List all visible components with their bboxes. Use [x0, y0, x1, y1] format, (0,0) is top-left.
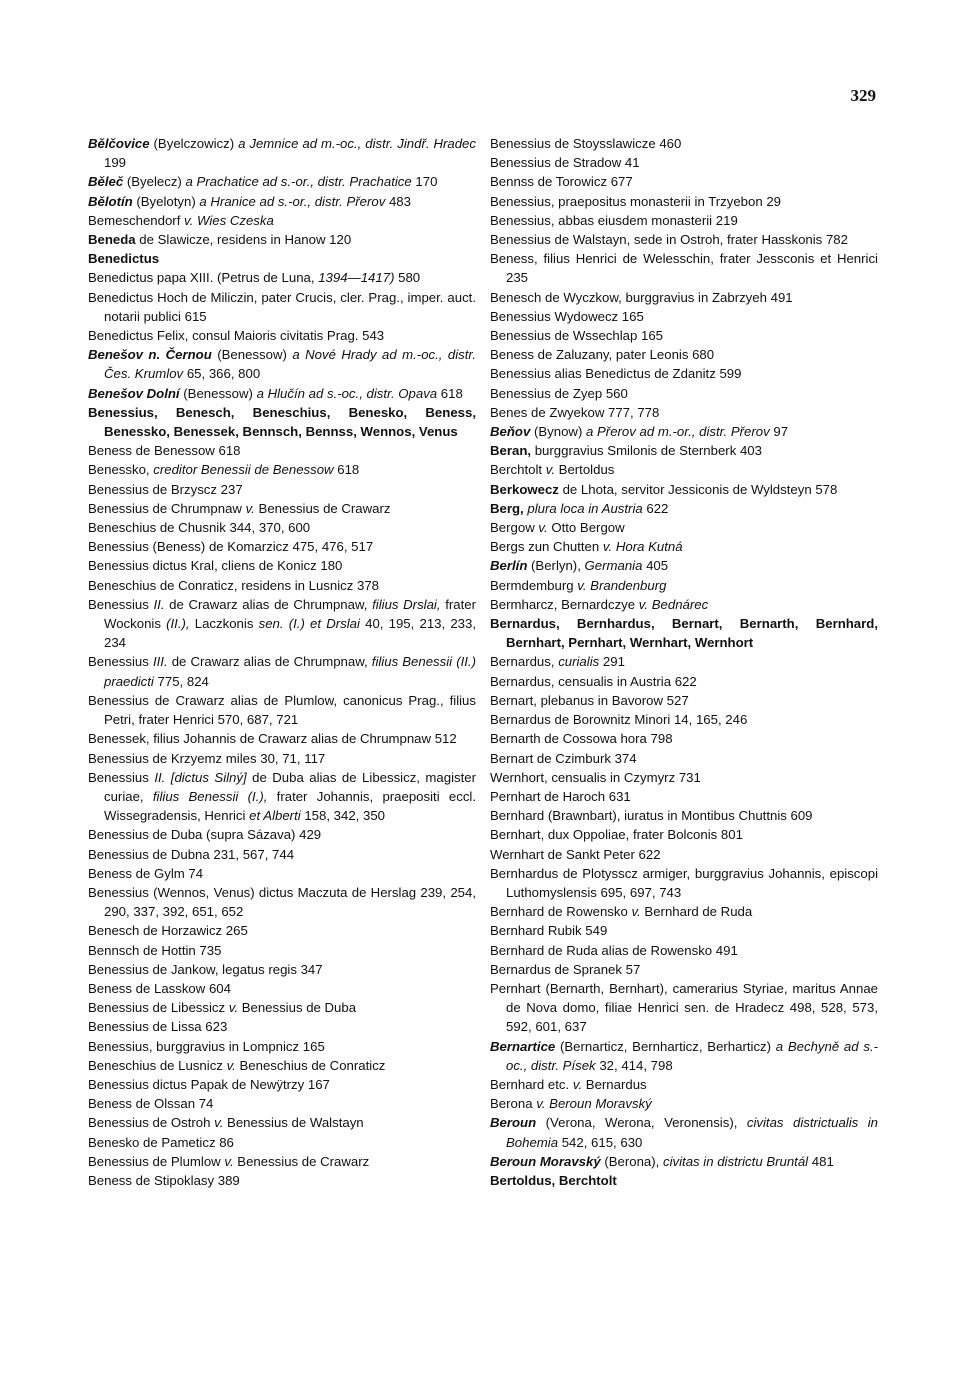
index-entry — [490, 288, 878, 307]
entry-text: (Byelczowicz) — [149, 136, 239, 151]
index-entry — [88, 480, 476, 499]
index-entry — [490, 1171, 878, 1190]
entry-text: v. — [184, 212, 194, 228]
entry-text: 199 — [104, 155, 127, 171]
entry-text: Beness de Olssan 74 — [88, 1096, 214, 1112]
index-entry — [490, 134, 878, 153]
index-entry — [490, 518, 878, 537]
entry-text: Bernart, plebanus in Bavorow 527 — [490, 692, 689, 708]
entry-text: Beness, filius Henrici de Welesschin, frater Jessconis et Henrici 235 — [490, 251, 878, 286]
entry-text: Benessius de Ostroh — [88, 1115, 215, 1131]
index-entry — [88, 941, 476, 960]
entry-text: Pernhart de Haroch 631 — [490, 788, 631, 804]
index-entry — [490, 921, 878, 940]
index-entry — [88, 1113, 476, 1132]
entry-text: v. — [228, 1000, 239, 1016]
entry-text: II. — [153, 596, 165, 612]
entry-text: 32, 414, 798 — [595, 1057, 673, 1073]
entry-text: v. — [631, 904, 641, 920]
entry-text: a Nové Hrady ad m.-oc., distr. Čes. Krumlov — [104, 347, 476, 382]
entry-text: (Byelotyn) — [132, 193, 200, 209]
entry-text: Germania — [584, 558, 643, 574]
entry-text: Berkowecz — [490, 481, 559, 497]
index-entry — [88, 883, 476, 921]
index-entry — [490, 480, 878, 499]
entry-text: Benessius, Benesch, Beneschius, Benesko, Beness, Benessko, Benessek, Bennsch, Bennss, Wennos, Venus — [88, 404, 476, 440]
entry-text: v. — [224, 1153, 234, 1169]
entry-text: 580 — [394, 270, 421, 286]
entry-text: Benessius de Wssechlap 165 — [490, 328, 664, 344]
entry-text: Benessius de Duba — [238, 1000, 357, 1016]
entry-text: 618 — [437, 385, 463, 401]
entry-text: 775, 824 — [153, 673, 209, 689]
entry-text: a Hlučín ad s.-oc., distr. Opava — [256, 385, 438, 401]
entry-text: 40, 195, 213, 233, 234 — [104, 616, 477, 651]
index-entry — [88, 460, 476, 479]
index-entry — [490, 1037, 878, 1075]
entry-text: Bernarth de Cossowa hora 798 — [490, 731, 673, 747]
entry-text: Beness de Benessow 618 — [88, 443, 241, 459]
index-entry — [490, 499, 878, 518]
index-entry — [490, 960, 878, 979]
index-entry — [490, 979, 878, 1037]
entry-text: Benessius de Chrumpnaw — [88, 500, 246, 516]
entry-text: (Berlyn), — [527, 558, 585, 574]
entry-text: Bernhard de Rowensko — [490, 904, 632, 920]
index-column-right — [490, 134, 878, 1190]
entry-text: Benessius, abbas eiusdem monasterii 219 — [490, 212, 738, 228]
index-entry — [88, 1152, 476, 1171]
entry-text: sen. (I.) et Drslai — [258, 616, 360, 632]
entry-text: curialis — [558, 654, 600, 670]
index-entry — [490, 845, 878, 864]
entry-text: Benessius de Stradow 41 — [490, 155, 640, 171]
entry-text: v. Hora Kutná — [602, 539, 683, 555]
entry-text: Bemeschendorf — [88, 212, 185, 228]
entry-text: Benesch de Wyczkow, burggravius in Zabrzyeh 491 — [490, 289, 793, 305]
index-entry — [88, 595, 476, 653]
index-entry — [88, 1171, 476, 1190]
entry-text: Benessius de Crawarz — [254, 500, 391, 516]
index-entry — [88, 845, 476, 864]
entry-text: Běleč — [88, 174, 124, 190]
entry-text: (Bernarticz, Bernharticz, Berharticz) — [555, 1038, 776, 1054]
entry-text: Beness de Gylm 74 — [88, 865, 204, 881]
entry-text: Beness de Stipoklasy 389 — [88, 1172, 240, 1188]
index-entry — [88, 192, 476, 211]
entry-text: Bernardus, censualis in Austria 622 — [490, 673, 697, 689]
index-entry — [88, 921, 476, 940]
entry-text: Benessko, — [88, 462, 154, 478]
entry-text: Benedictus Hoch de Miliczin, pater Crucis, cler. Prag., imper. auct. notarii publici 615 — [88, 289, 476, 324]
entry-text: Benedictus Felix, consul Maioris civitatis Prag. 543 — [88, 328, 385, 344]
entry-text: Bernhard etc. — [490, 1076, 573, 1092]
index-entry — [490, 1075, 878, 1094]
entry-text: 291 — [599, 654, 625, 670]
entry-text: Bernhard de Ruda — [640, 904, 753, 920]
index-entry — [88, 326, 476, 345]
index-entry — [88, 211, 476, 230]
index-entry — [88, 1075, 476, 1094]
entry-text: Bernardus, — [490, 654, 559, 670]
entry-text: Benešov Dolní — [88, 385, 180, 401]
entry-text: v. — [245, 500, 255, 516]
index-entry — [88, 288, 476, 326]
index-entry — [88, 1133, 476, 1152]
index-entry — [490, 230, 878, 249]
entry-text: Bernhard Rubik 549 — [490, 923, 608, 939]
index-column-left — [88, 134, 476, 1190]
entry-text: 483 — [385, 193, 411, 209]
entry-text: v. Bednárec — [638, 596, 709, 612]
entry-text: Beneschius de Conraticz, residens in Lusnicz 378 — [88, 577, 380, 593]
index-entry — [490, 1094, 878, 1113]
entry-text: Benessius Wydowecz 165 — [490, 308, 644, 324]
entry-text: Wies Czeska — [196, 212, 274, 228]
entry-text: Benes de Zwyekow 777, 778 — [490, 404, 660, 420]
entry-text: Benessius — [88, 769, 155, 785]
index-entry — [490, 403, 878, 422]
entry-text: 618 — [333, 462, 360, 478]
entry-text: Bernartice — [490, 1038, 556, 1054]
index-entry — [490, 576, 878, 595]
entry-text: Beneschius de Chusnik 344, 370, 600 — [88, 520, 311, 536]
entry-text: Berlín — [490, 558, 528, 574]
entry-text: Bernardus — [582, 1076, 647, 1092]
index-entry — [88, 691, 476, 729]
entry-text: plura loca in Austria — [527, 500, 643, 516]
entry-text: Bělotín — [88, 193, 133, 209]
index-entry — [490, 941, 878, 960]
index-entry — [490, 384, 878, 403]
index-entry — [88, 729, 476, 748]
entry-text: Benessius dictus Kral, cliens de Konicz 180 — [88, 558, 343, 574]
entry-text: v. Beroun Moravský — [536, 1096, 652, 1112]
index-entry — [88, 172, 476, 191]
index-entry — [490, 787, 878, 806]
index-entry — [490, 460, 878, 479]
entry-text: Benessius — [88, 654, 153, 670]
entry-text: Benessius de Lissa 623 — [88, 1019, 228, 1035]
entry-text: filius Drslai, — [372, 596, 441, 612]
index-entry — [490, 441, 878, 460]
entry-text: creditor Benessii de Benessow — [153, 462, 334, 478]
index-entry — [490, 825, 878, 844]
entry-text: v. — [572, 1076, 583, 1092]
index-entry — [490, 652, 878, 671]
entry-text: Bernhard (Brawnbart), iuratus in Montibus Chuttnis 609 — [490, 808, 813, 824]
entry-text: de Crawarz alias de Chrumpnaw, — [167, 654, 372, 670]
entry-text: civitas in districtu Bruntál — [662, 1153, 809, 1169]
entry-text: Benesko de Pameticz 86 — [88, 1134, 234, 1150]
entry-text: Benessius de Jankow, legatus regis 347 — [88, 961, 323, 977]
entry-text: 65, 366, 800 — [183, 366, 261, 382]
entry-text: Beroun — [490, 1115, 537, 1131]
index-entry — [490, 556, 878, 575]
entry-text: frater Wockonis — [104, 596, 476, 632]
index-entry — [88, 652, 476, 690]
entry-text: a Bechyně ad s.-oc., distr. Písek — [506, 1038, 878, 1073]
entry-text: Bertoldus — [555, 462, 615, 478]
entry-text: Wernhart de Sankt Peter 622 — [490, 846, 661, 862]
entry-text: Benessius — [88, 596, 154, 612]
entry-text: Beneschius de Lusnicz — [88, 1057, 227, 1073]
index-entry — [490, 902, 878, 921]
index-entry — [490, 595, 878, 614]
page-number: 329 — [850, 86, 876, 105]
entry-text: Benedictus — [88, 251, 160, 267]
index-entry — [88, 979, 476, 998]
index-entry — [88, 998, 476, 1017]
entry-text: Bertoldus, Berchtolt — [490, 1172, 617, 1188]
entry-text: 170 — [411, 174, 438, 190]
entry-text: de Lhota, servitor Jessiconis de Wyldsteyn 578 — [558, 481, 838, 497]
entry-text: de Crawarz alias de Chrumpnaw, — [164, 596, 373, 612]
index-entry — [490, 1113, 878, 1151]
index-entry — [88, 537, 476, 556]
entry-text: Benessius de Libessicz — [88, 1000, 229, 1016]
entry-text: v. — [545, 462, 555, 478]
index-entry — [490, 153, 878, 172]
entry-text: Beneschius de Conraticz — [235, 1057, 386, 1073]
index-entry — [490, 768, 878, 787]
entry-text: Benessius de Brzyscz 237 — [88, 481, 243, 497]
index-entry — [490, 614, 878, 652]
entry-text: Benessius (Wennos, Venus) dictus Maczuta de Herslag 239, 254, 290, 337, 392, 651, 652 — [88, 884, 476, 920]
index-entry — [88, 825, 476, 844]
entry-text: (Byelecz) — [123, 174, 186, 190]
entry-text: a Hranice ad s.-or., distr. Přerov — [199, 193, 386, 209]
entry-text: Benessius de Walstayn — [223, 1115, 364, 1131]
index-entry — [490, 672, 878, 691]
index-entry — [490, 345, 878, 364]
index-entry — [88, 768, 476, 826]
entry-text: Beneda — [88, 232, 136, 248]
entry-text: II. [dictus Silný] — [154, 769, 247, 785]
index-entry — [88, 403, 476, 441]
entry-text: civitas districtualis in Bohemia — [506, 1115, 878, 1150]
entry-text: Bermharcz, Bernardczye — [490, 596, 639, 612]
entry-text: Bernardus de Borownitz Minori 14, 165, 246 — [490, 712, 748, 728]
index-entry — [88, 1056, 476, 1075]
index-entry — [490, 864, 878, 902]
entry-text: frater Johannis, praepositi eccl. Wissegradensis, Henrici — [104, 788, 477, 824]
index-entry — [490, 211, 878, 230]
index-entry — [88, 441, 476, 460]
entry-text: Pernhart (Bernarth, Bernhart), camerarius Styriae, maritus Annae de Nova domo, filiae Henrici sen. de Hradecz 498, 528, 573, 592, 601, 637 — [490, 980, 878, 1035]
entry-text: Benessius de Crawarz — [233, 1153, 370, 1169]
entry-text: v. — [226, 1057, 236, 1073]
index-entry — [490, 729, 878, 748]
index-entry — [490, 192, 878, 211]
entry-text: filius Benessii (II.) praedicti — [104, 654, 476, 689]
entry-text: Benešov n. Černou — [88, 347, 212, 363]
index-entry — [490, 249, 878, 287]
index-entry — [88, 1037, 476, 1056]
index-entry — [88, 518, 476, 537]
entry-text: 481 — [808, 1153, 834, 1169]
entry-text: Bernhard de Ruda alias de Rowensko 491 — [490, 942, 738, 958]
entry-text: Laczkonis — [189, 616, 259, 632]
index-entry — [88, 384, 476, 403]
entry-text: Benesch de Horzawicz 265 — [88, 923, 248, 939]
entry-text: Benessius de Krzyemz miles 30, 71, 117 — [88, 750, 326, 766]
index-entry — [490, 749, 878, 768]
index-entry — [490, 710, 878, 729]
entry-text: Benessius, praepositus monasterii in Trzyebon 29 — [490, 193, 782, 209]
entry-text: Bernhardus de Plotysscz armiger, burggravius Johannis, episcopi Luthomyslensis 695, 697, 743 — [490, 865, 878, 900]
index-entry — [490, 326, 878, 345]
entry-text: 542, 615, 630 — [558, 1134, 643, 1150]
entry-text: Benessius alias Benedictus de Zdanitz 599 — [490, 366, 742, 382]
entry-text: Benessius dictus Papak de Newÿtrzy 167 — [88, 1076, 330, 1092]
entry-text: Beness de Lasskow 604 — [88, 980, 231, 996]
index-entry — [88, 134, 476, 172]
index-entry — [490, 537, 878, 556]
entry-text: de Duba alias de Libessicz, magister curiae, — [104, 769, 476, 804]
entry-text: v. — [214, 1115, 224, 1131]
entry-text: Bernhart, dux Oppoliae, frater Bolconis 801 — [490, 827, 743, 843]
entry-text: Benessius de Walstayn, sede in Ostroh, frater Hasskonis 782 — [490, 232, 848, 248]
entry-text: Bernardus de Spranek 57 — [490, 961, 641, 977]
entry-text: Bennss de Torowicz 677 — [490, 174, 633, 190]
entry-text: Benessius, burggravius in Lompnicz 165 — [88, 1038, 325, 1054]
entry-text: v. Brandenburg — [577, 577, 667, 593]
index-entry — [88, 249, 476, 268]
index-entry — [88, 576, 476, 595]
entry-text: Bernart de Czimburk 374 — [490, 750, 637, 766]
entry-text: Bělčovice — [88, 136, 150, 151]
entry-text: Benessius de Dubna 231, 567, 744 — [88, 846, 295, 862]
index-entry — [88, 1017, 476, 1036]
entry-text: Bennsch de Hottin 735 — [88, 942, 222, 958]
entry-text: (Benessow) — [179, 385, 257, 401]
entry-text: Benessius de Duba (supra Sázava) 429 — [88, 827, 322, 843]
entry-text: III. — [152, 654, 168, 670]
entry-text: Wernhort, censualis in Czymyrz 731 — [490, 769, 701, 785]
entry-text: burggravius Smilonis de Sternberk 403 — [531, 443, 762, 459]
entry-text: Otto Bergow — [547, 520, 625, 536]
entry-text: (Verona, Werona, Veronensis), — [536, 1115, 747, 1131]
index-entry — [88, 960, 476, 979]
entry-text: (II.), — [166, 616, 190, 632]
entry-text: de Slawicze, residens in Hanow 120 — [135, 232, 352, 248]
entry-text: a Prachatice ad s.-or., distr. Prachatice — [185, 174, 412, 190]
index-entry — [88, 499, 476, 518]
entry-text: Berg, — [490, 500, 524, 516]
entry-text: 158, 342, 350 — [300, 808, 385, 824]
index-entry — [490, 806, 878, 825]
entry-text: Bermdemburg — [490, 577, 578, 593]
entry-text: Benessius de Zyep 560 — [490, 385, 628, 401]
index-entry — [490, 364, 878, 383]
entry-text: Benessius (Beness) de Komarzicz 475, 476, 517 — [88, 539, 374, 555]
entry-text: v. — [538, 520, 548, 536]
entry-text: (Bynow) — [530, 424, 587, 440]
entry-text: Benedictus papa XIII. (Petrus de Luna, — [88, 270, 319, 286]
entry-text: a Jemnice ad m.-oc., distr. Jindř. Hradec — [238, 136, 476, 151]
entry-text: Beness de Zaluzany, pater Leonis 680 — [490, 347, 715, 363]
entry-text: Benessek, filius Johannis de Crawarz alias de Chrumpnaw 512 — [88, 731, 457, 747]
entry-text: (Benessow) — [211, 347, 293, 363]
entry-text: et Alberti — [249, 808, 301, 824]
index-entry — [88, 749, 476, 768]
entry-text: Beran, — [490, 443, 532, 459]
entry-text: 405 — [642, 558, 669, 574]
entry-text: Bernardus, Bernhardus, Bernart, Bernarth, Bernhard, Bernhart, Pernhart, Wernhart, Wernhort — [490, 616, 878, 651]
entry-text: (Berona), — [600, 1153, 663, 1169]
entry-text: Benessius de Crawarz alias de Plumlow, canonicus Prag., filius Petri, frater Henrici 570, 687, 721 — [88, 692, 476, 728]
index-entry — [88, 556, 476, 575]
entry-text: Benessius de Plumlow — [88, 1153, 225, 1169]
entry-text: Bergs zun Chutten — [490, 539, 603, 555]
entry-text: a Přerov ad m.-or., distr. Přerov — [586, 424, 770, 440]
index-entry — [490, 691, 878, 710]
index-entry — [490, 307, 878, 326]
index-entry — [490, 422, 878, 441]
index-entry — [88, 1094, 476, 1113]
entry-text: Beroun Moravský — [490, 1153, 601, 1169]
index-entry — [88, 345, 476, 383]
entry-text: Beňov — [490, 424, 531, 440]
entry-text: 1394—1417) — [318, 270, 395, 286]
index-entry — [88, 864, 476, 883]
entry-text: 622 — [642, 500, 669, 516]
entry-text: Benessius de Stoysslawicze 460 — [490, 136, 682, 151]
index-entry — [490, 1152, 878, 1171]
entry-text: Bergow — [490, 520, 539, 536]
entry-text: filius Benessii (I.), — [152, 788, 268, 804]
index-entry — [490, 172, 878, 191]
index-entry — [88, 268, 476, 287]
index-entry — [88, 230, 476, 249]
entry-text: Berchtolt — [490, 462, 546, 478]
entry-text: Berona — [490, 1096, 537, 1112]
entry-text: 97 — [769, 424, 789, 440]
